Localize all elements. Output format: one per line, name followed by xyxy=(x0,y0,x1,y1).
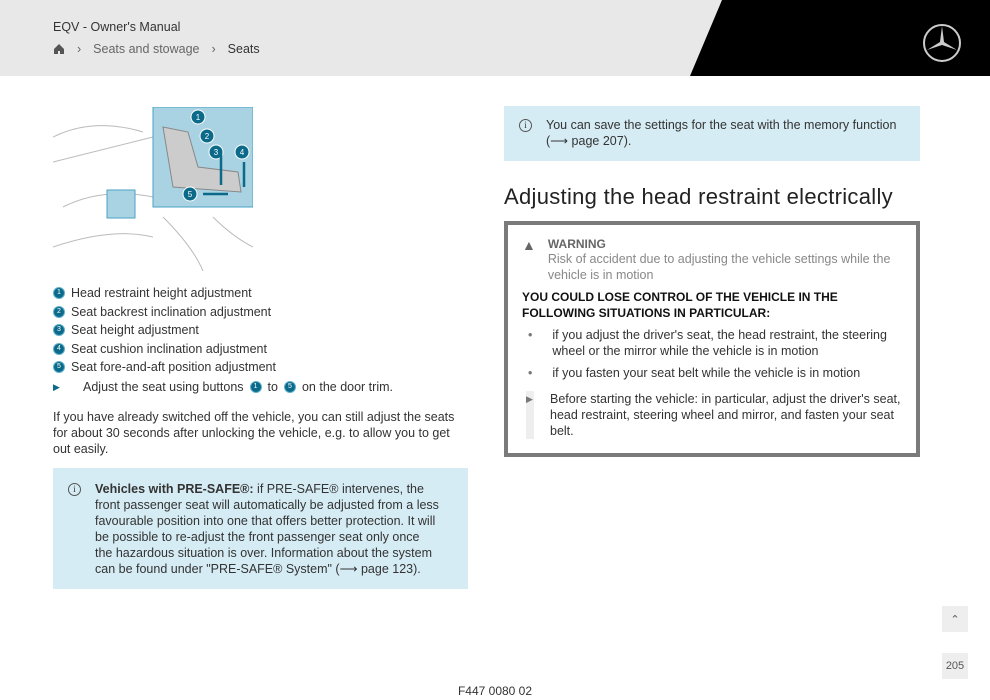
info-icon: i xyxy=(68,483,81,496)
warning-bullet xyxy=(522,327,902,359)
page-number: 205 xyxy=(945,660,965,672)
svg-text:3: 3 xyxy=(213,148,219,157)
info-icon: i xyxy=(519,119,532,132)
manual-title: EQV - Owner's Manual xyxy=(53,20,181,34)
legend-item xyxy=(53,284,393,303)
legend-label: Seat height adjustment xyxy=(71,323,199,337)
number-badge: 4 xyxy=(53,343,65,355)
warning-action xyxy=(522,391,902,439)
note-text: You can save the settings for the seat with the memory function (⟶ page 207). xyxy=(546,118,897,148)
play-arrow-icon: ▶ xyxy=(526,391,534,439)
legend-label: Seat fore-and-aft position adjustment xyxy=(71,360,276,374)
note-text: if PRE-SAFE® intervenes, the front passenger seat will automatically be adjusted from a less favourable position into one that offers better protection. It will be possible to re-adjust the front passenger seat only once the hazardous situation is over. Information about the system can be found under "PRE-SAFE® System" (⟶ page 123). xyxy=(95,482,439,576)
breadcrumb-seats: Seats xyxy=(227,42,260,56)
header xyxy=(0,0,990,76)
number-badge: 5 xyxy=(53,361,65,373)
info-note-pre-safe xyxy=(53,468,468,589)
number-badge: 5 xyxy=(284,381,296,393)
info-note-memory xyxy=(504,106,920,161)
play-arrow-icon: ▶ xyxy=(53,381,60,392)
home-icon[interactable] xyxy=(53,43,65,55)
number-badge: 2 xyxy=(53,306,65,318)
warning-bullet xyxy=(522,365,902,381)
svg-text:4: 4 xyxy=(239,148,245,157)
bullet-icon: • xyxy=(528,366,533,380)
number-badge: 1 xyxy=(53,287,65,299)
mercedes-star-logo xyxy=(922,23,962,63)
seat-button-legend xyxy=(53,284,393,396)
action-text: Before starting the vehicle: in particular, adjust the driver's seat, head restraint, steering wheel and mirror, and fasten your seat belt. xyxy=(550,392,901,438)
legend-item xyxy=(53,340,393,359)
scroll-to-top-button[interactable] xyxy=(942,606,968,632)
breadcrumb-seats-and-stowage[interactable]: Seats and stowage xyxy=(93,42,200,56)
warning-emphasis: YOU COULD LOSE CONTROL OF THE VEHICLE IN THE FOLLOWING SITUATIONS IN PARTICULAR: xyxy=(522,290,838,320)
warning-subtitle: Risk of accident due to adjusting the vehicle settings while the vehicle is in motion xyxy=(547,252,891,282)
number-badge: 3 xyxy=(53,324,65,336)
step-text: to xyxy=(267,379,278,394)
legend-item xyxy=(53,303,393,322)
chevron-right-icon: › xyxy=(77,42,82,56)
chevron-right-icon: › xyxy=(211,42,216,56)
legend-item xyxy=(53,321,393,340)
action-step xyxy=(53,378,393,397)
section-heading: Adjusting the head restraint electrically xyxy=(504,184,893,209)
bullet-icon: • xyxy=(528,328,533,342)
warning-box xyxy=(504,221,920,457)
bullet-text: if you adjust the driver's seat, the head restraint, the steering wheel or the mirror while the vehicle is in motion xyxy=(552,328,887,358)
legend-label: Seat backrest inclination adjustment xyxy=(71,304,272,319)
svg-text:5: 5 xyxy=(187,190,193,199)
breadcrumb xyxy=(53,42,260,56)
chevron-up-icon: ⌃ xyxy=(950,613,960,626)
step-text: on the door trim. xyxy=(301,379,393,394)
note-bold: Vehicles with PRE-SAFE®: xyxy=(95,482,254,496)
body-paragraph: If you have already switched off the vehicle, you can still adjust the seats for about 30 seconds after unlocking the vehicle, e.g. to allow you to get out easily. xyxy=(53,410,455,456)
step-text: Adjust the seat using buttons xyxy=(83,379,244,394)
legend-item xyxy=(53,358,393,377)
number-badge: 1 xyxy=(250,381,262,393)
footer-code: F447 0080 02 xyxy=(457,684,533,698)
legend-label: Head restraint height adjustment xyxy=(71,286,252,300)
svg-text:1: 1 xyxy=(195,113,201,122)
seat-controls-illustration xyxy=(53,107,253,271)
legend-label: Seat cushion inclination adjustment xyxy=(71,341,267,356)
page-number-badge[interactable] xyxy=(942,653,968,679)
warning-triangle-icon: ▲ xyxy=(522,237,536,253)
warning-title: WARNING xyxy=(547,237,606,251)
bullet-text: if you fasten your seat belt while the vehicle is in motion xyxy=(552,366,861,380)
svg-text:2: 2 xyxy=(204,132,210,141)
